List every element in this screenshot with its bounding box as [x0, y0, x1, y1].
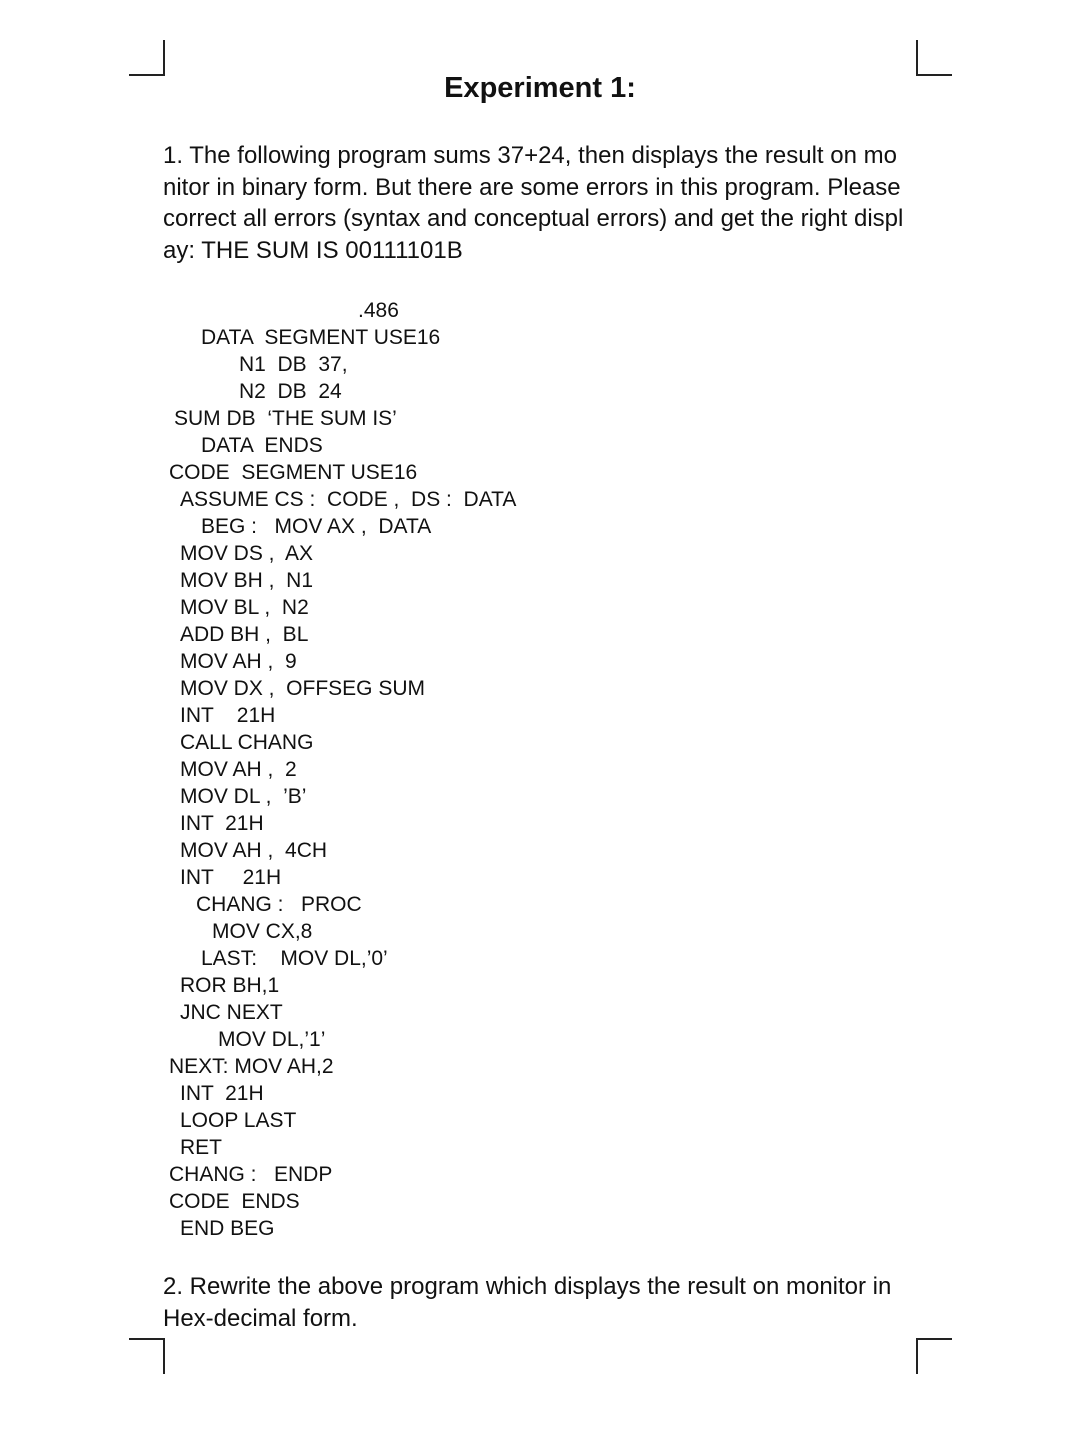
code-line: MOV CX,8: [212, 920, 313, 943]
code-line: INT 21H: [180, 866, 282, 889]
code-line: ASSUME CS : CODE , DS : DATA: [180, 488, 517, 511]
code-line: LOOP LAST: [180, 1109, 297, 1132]
code-line: CHANG : ENDP: [169, 1163, 333, 1186]
code-line: SUM DB ‘THE SUM IS’: [174, 407, 397, 430]
crop-mark-top-right: [916, 40, 952, 76]
code-line: INT 21H: [180, 1082, 264, 1105]
question-1-line: correct all errors (syntax and conceptual errors) and get the right displ: [163, 205, 904, 232]
question-2-line: Hex-decimal form.: [163, 1304, 358, 1332]
code-line: CODE SEGMENT USE16: [169, 461, 418, 484]
question-2-line: 2. Rewrite the above program which displays the result on monitor in: [163, 1273, 892, 1300]
question-1-line: ay: THE SUM IS 00111101B: [163, 236, 463, 264]
question-1-line: nitor in binary form. But there are some errors in this program. Please: [163, 173, 901, 201]
code-line: INT 21H: [180, 704, 276, 727]
question-1-line: 1. The following program sums 37+24, then displays the result on mo: [163, 142, 897, 169]
code-line: MOV BL , N2: [180, 596, 309, 619]
code-line: MOV DL , ’B’: [180, 785, 307, 808]
code-line: N1 DB 37,: [239, 353, 348, 376]
page-title: Experiment 1:: [444, 72, 636, 104]
code-line: N2 DB 24: [239, 380, 342, 403]
code-line: END BEG: [180, 1217, 275, 1240]
code-line: MOV DS , AX: [180, 542, 314, 565]
code-line: DATA ENDS: [201, 434, 323, 457]
question-1: [163, 140, 923, 266]
code-line: MOV AH , 9: [180, 650, 297, 673]
code-line: MOV AH , 2: [180, 758, 297, 781]
code-line: INT 21H: [180, 812, 264, 835]
code-line: DATA SEGMENT USE16: [201, 326, 441, 349]
code-line: MOV DL,’1’: [218, 1028, 326, 1051]
code-line: MOV AH , 4CH: [180, 839, 328, 862]
question-2: [163, 1271, 923, 1334]
code-line: NEXT: MOV AH,2: [169, 1055, 334, 1078]
code-line: CODE ENDS: [169, 1190, 300, 1213]
code-line: ROR BH,1: [180, 974, 280, 997]
code-line: ADD BH , BL: [180, 623, 309, 646]
code-line: RET: [180, 1136, 222, 1159]
code-line: MOV BH , N1: [180, 569, 314, 592]
code-line: CALL CHANG: [180, 731, 314, 754]
code-line: CHANG : PROC: [196, 893, 362, 916]
code-line: JNC NEXT: [180, 1001, 283, 1024]
crop-mark-top-left: [129, 40, 165, 76]
code-line: LAST: MOV DL,’0’: [201, 947, 388, 970]
crop-mark-bottom-left: [129, 1338, 165, 1374]
code-line: BEG : MOV AX , DATA: [201, 515, 432, 538]
code-line: .486: [358, 299, 399, 322]
crop-mark-bottom-right: [916, 1338, 952, 1374]
code-line: MOV DX , OFFSEG SUM: [180, 677, 426, 700]
